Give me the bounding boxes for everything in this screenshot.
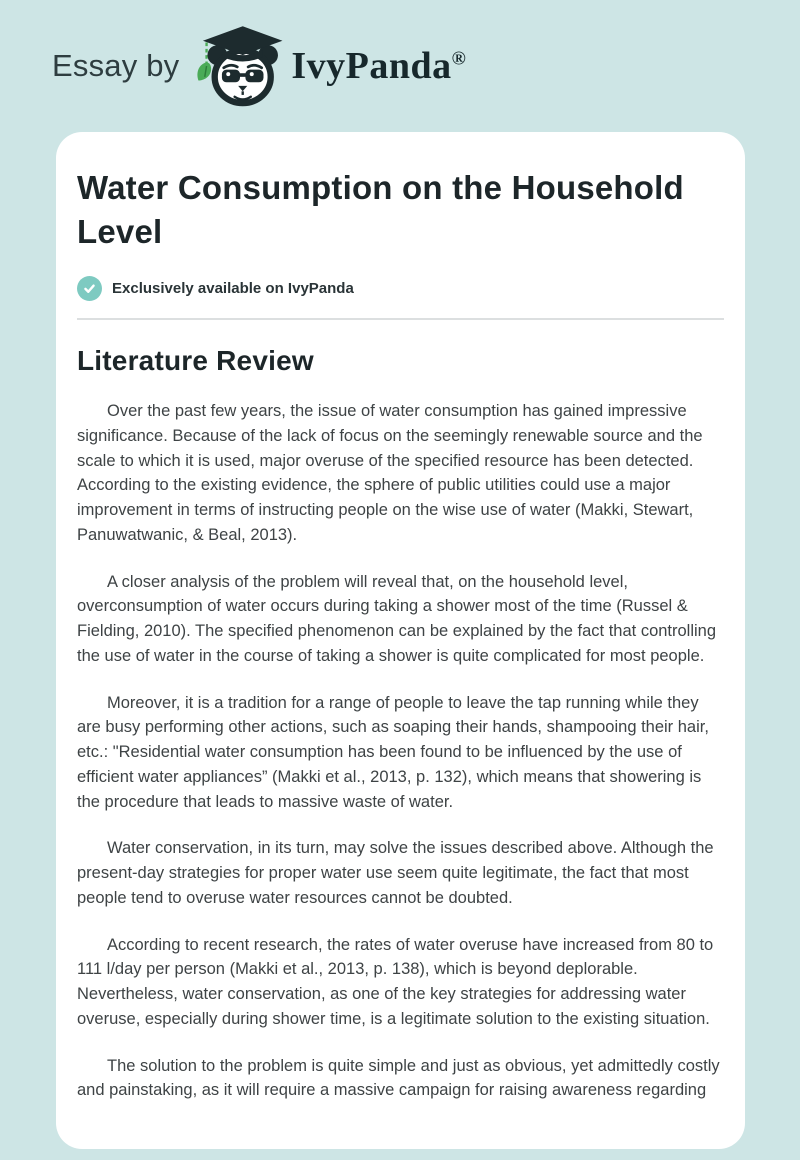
brand-name: IvyPanda® (291, 45, 467, 87)
essay-paragraph: The solution to the problem is quite simple and just as obvious, yet admittedly costly and painstaking, as it will require a massive campaign for raising awareness regarding (77, 1056, 720, 1100)
registered-mark: ® (451, 48, 467, 70)
essay-paragraph: A closer analysis of the problem will reveal that, on the household level, overconsumption of water occurs during taking a shower most of the time (Russel & Fielding, 2010). The specified phenomenon can be explained by the fact that controlling the use of water in the course of taking a shower is quite complicated for most people. (77, 572, 717, 665)
badge-label: Exclusively available on IvyPanda (112, 280, 354, 298)
ivypanda-logo[interactable] (193, 24, 466, 108)
essay-by-label: Essay by (52, 48, 180, 83)
site-header (0, 0, 800, 132)
page-title: Water Consumption on the Household Level (77, 169, 684, 250)
essay-paragraph: Moreover, it is a tradition for a range of people to leave the tap running while they are busy performing other actions, such as soaping their hands, shampooing their hair, etc.: "Residential water consumption has been found to be influenced by the use of efficient water appliances” (Makki et al., 2013, p. 132), which means that showering is the procedure that leads to massive waste of water. (77, 693, 709, 811)
essay-paragraph: Water conservation, in its turn, may solve the issues described above. Although the present-day strategies for proper water use seem quite legitimate, the fact that most people tend to overuse water resources cannot be doubted. (77, 839, 714, 907)
divider (77, 318, 724, 320)
section-heading: Literature Review (77, 345, 314, 377)
checkmark-icon (77, 276, 102, 301)
exclusive-badge (77, 276, 724, 301)
panda-graduate-icon (193, 24, 287, 108)
essay-card (56, 132, 745, 1149)
essay-paragraph: Over the past few years, the issue of water consumption has gained impressive significance. Because of the lack of focus on the seemingly renewable source and the scale to which it is used, major overuse of the specified resource has been detected. According to the existing evidence, the sphere of public utilities could use a major improvement in terms of instructing people on the wise use of water (Makki, Stewart, Panuwatwanic, & Beal, 2013). (77, 402, 703, 544)
essay-paragraph: According to recent research, the rates of water overuse have increased from 80 to 111 l/day per person (Makki et al., 2013, p. 138), which is beyond deplorable. Nevertheless, water conservation, as one of the key strategies for addressing water overuse, especially during shower time, is a legitimate solution to the existing situation. (77, 935, 714, 1028)
